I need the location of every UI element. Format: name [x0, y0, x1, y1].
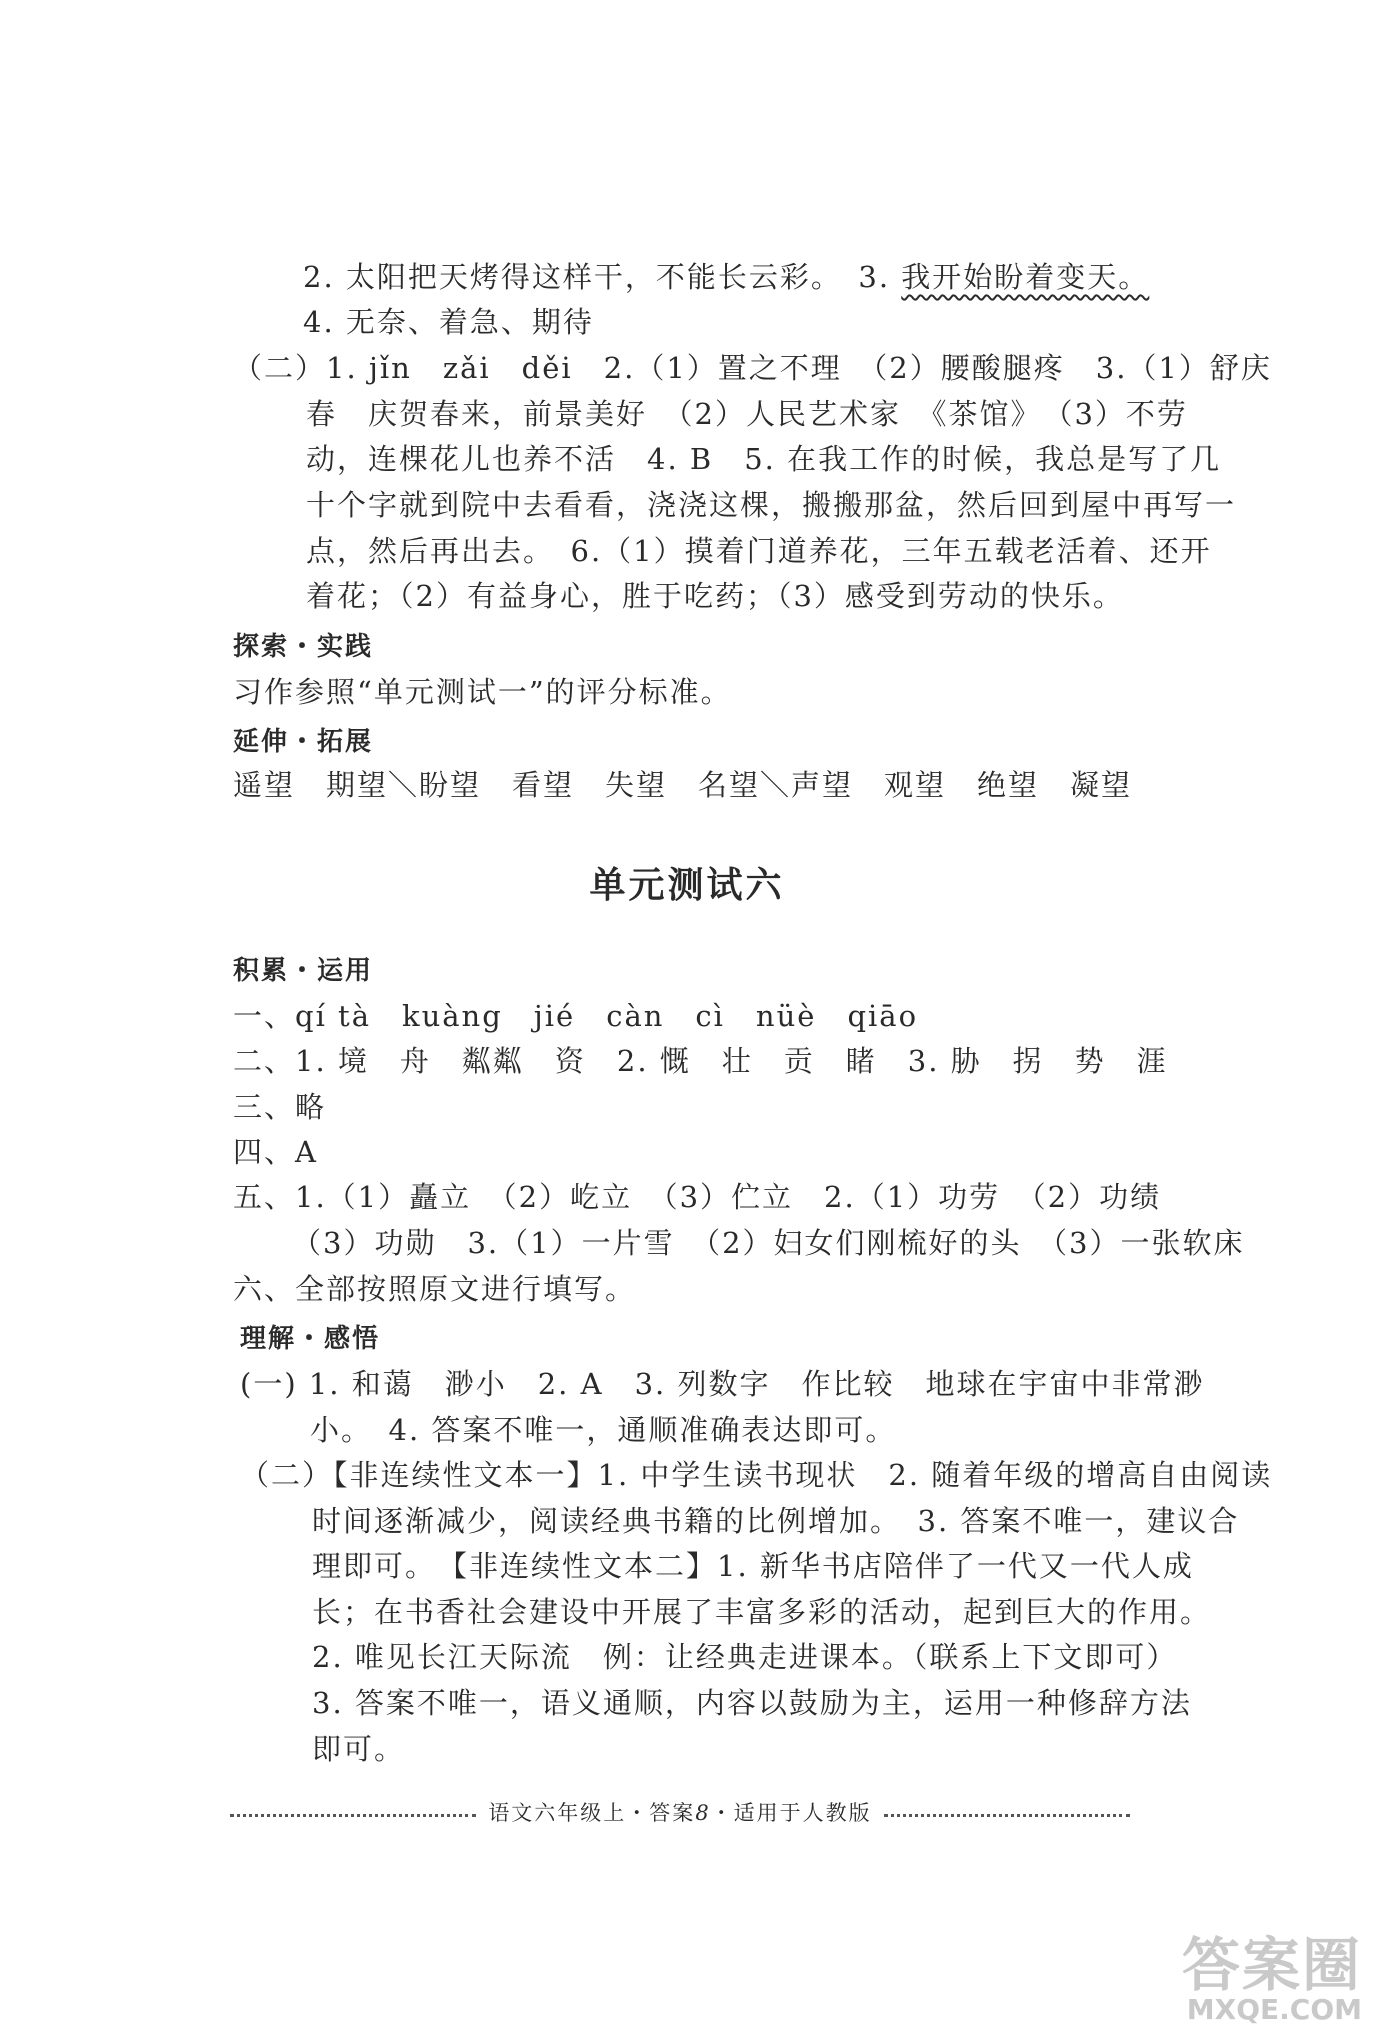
answer-line-6: 十个字就到院中去看看，浇浇这棵，搬搬那盆，然后回到屋中再写一: [306, 488, 1237, 522]
answer-line-15: 五、1.（1）矗立 （2）屹立 （3）伫立 2.（1）功劳 （2）功绩: [233, 1180, 1162, 1214]
answer-line-3: （二）1. jǐn zǎi děi 2.（1）置之不理 （2）腰酸腿疼 3.（1）舒庆: [233, 351, 1272, 385]
answer-line-20: （二）【非连续性文本一】1. 中学生读书现状 2. 随着年级的增高自由阅读: [240, 1458, 1273, 1492]
answer-line-25: 3. 答案不唯一，语义通顺，内容以鼓励为主，运用一种修辞方法: [312, 1686, 1192, 1720]
answer-line-1: [303, 256, 1149, 298]
answer-line-22: 理即可。 【非连续性文本二】1. 新华书店陪伴了一代又一代人成: [312, 1549, 1194, 1583]
footer-subject: 语文六年级上・答案: [488, 1801, 696, 1825]
answer-text: 2. 太阳把天烤得这样干，不能长云彩。 3.: [303, 260, 902, 294]
section-heading-accumulate: 积累・运用: [233, 956, 374, 986]
answer-line-7: 点，然后再出去。 6.（1）摸着门道养花，三年五载老活着、还开: [306, 534, 1212, 568]
section-heading-extend: 延伸・拓展: [233, 727, 374, 757]
answer-line-21: 时间逐渐减少，阅读经典书籍的比例增加。 3. 答案不唯一，建议合: [312, 1504, 1240, 1538]
answer-line-2: 4. 无奈、着急、期待: [303, 305, 594, 339]
answer-line-8: 着花；（2）有益身心，胜于吃药；（3）感受到劳动的快乐。: [306, 579, 1124, 613]
page-number: 8: [695, 1801, 711, 1825]
section-heading-explore: 探索・实践: [233, 632, 374, 662]
answer-line-19: 小。 4. 答案不唯一，通顺准确表达即可。: [310, 1413, 897, 1447]
footer-dots-right: [884, 1814, 1130, 1817]
answer-line-26: 即可。: [312, 1732, 406, 1766]
underlined-answer: 我开始盼着变天。: [901, 260, 1150, 294]
watermark-logo: [1181, 1931, 1362, 2026]
section-heading-understand: 理解・感悟: [240, 1324, 381, 1354]
answer-line-23: 长；在书香社会建设中开展了丰富多彩的活动，起到巨大的作用。: [312, 1595, 1212, 1629]
answer-line-4: 春 庆贺春来，前景美好 （2）人民艺术家 《茶馆》 （3）不劳: [306, 397, 1188, 431]
footer-text: [476, 1797, 883, 1827]
footer-dots-left: [230, 1814, 476, 1817]
answer-line-9: 习作参照“单元测试一”的评分标准。: [233, 675, 732, 709]
watermark-brand: 答案圈: [1181, 1931, 1362, 1999]
watermark-url: MXQE.COM: [1186, 1993, 1362, 2026]
answer-line-14: 四、A: [233, 1135, 318, 1169]
answer-line-10: 遥望 期望＼盼望 看望 失望 名望＼声望 观望 绝望 凝望: [233, 768, 1133, 802]
footer-edition: ・适用于人教版: [710, 1801, 872, 1825]
page-footer: [230, 1800, 1130, 1824]
answer-line-16: （3）功勋 3.（1）一片雪 （2）妇女们刚梳好的头 （3）一张软床: [292, 1226, 1245, 1260]
answer-line-13: 三、略: [233, 1090, 327, 1124]
unit-test-title: 单元测试六: [589, 865, 785, 906]
answer-line-18: (一) 1. 和蔼 渺小 2. A 3. 列数字 作比较 地球在宇宙中非常渺: [240, 1367, 1205, 1401]
answer-line-24: 2. 唯见长江天际流 例：让经典走进课本。（联系上下文即可）: [312, 1640, 1178, 1674]
answer-line-12: 二、1. 境 舟 粼粼 资 2. 慨 壮 贡 睹 3. 胁 拐 势 涯: [233, 1044, 1168, 1078]
answer-line-11: 一、qí tà kuàng jié càn cì nüè qiāo: [233, 999, 919, 1033]
answer-line-5: 动，连棵花儿也养不活 4. B 5. 在我工作的时候，我总是写了几: [306, 442, 1222, 476]
answer-line-17: 六、全部按照原文进行填写。: [233, 1272, 637, 1306]
